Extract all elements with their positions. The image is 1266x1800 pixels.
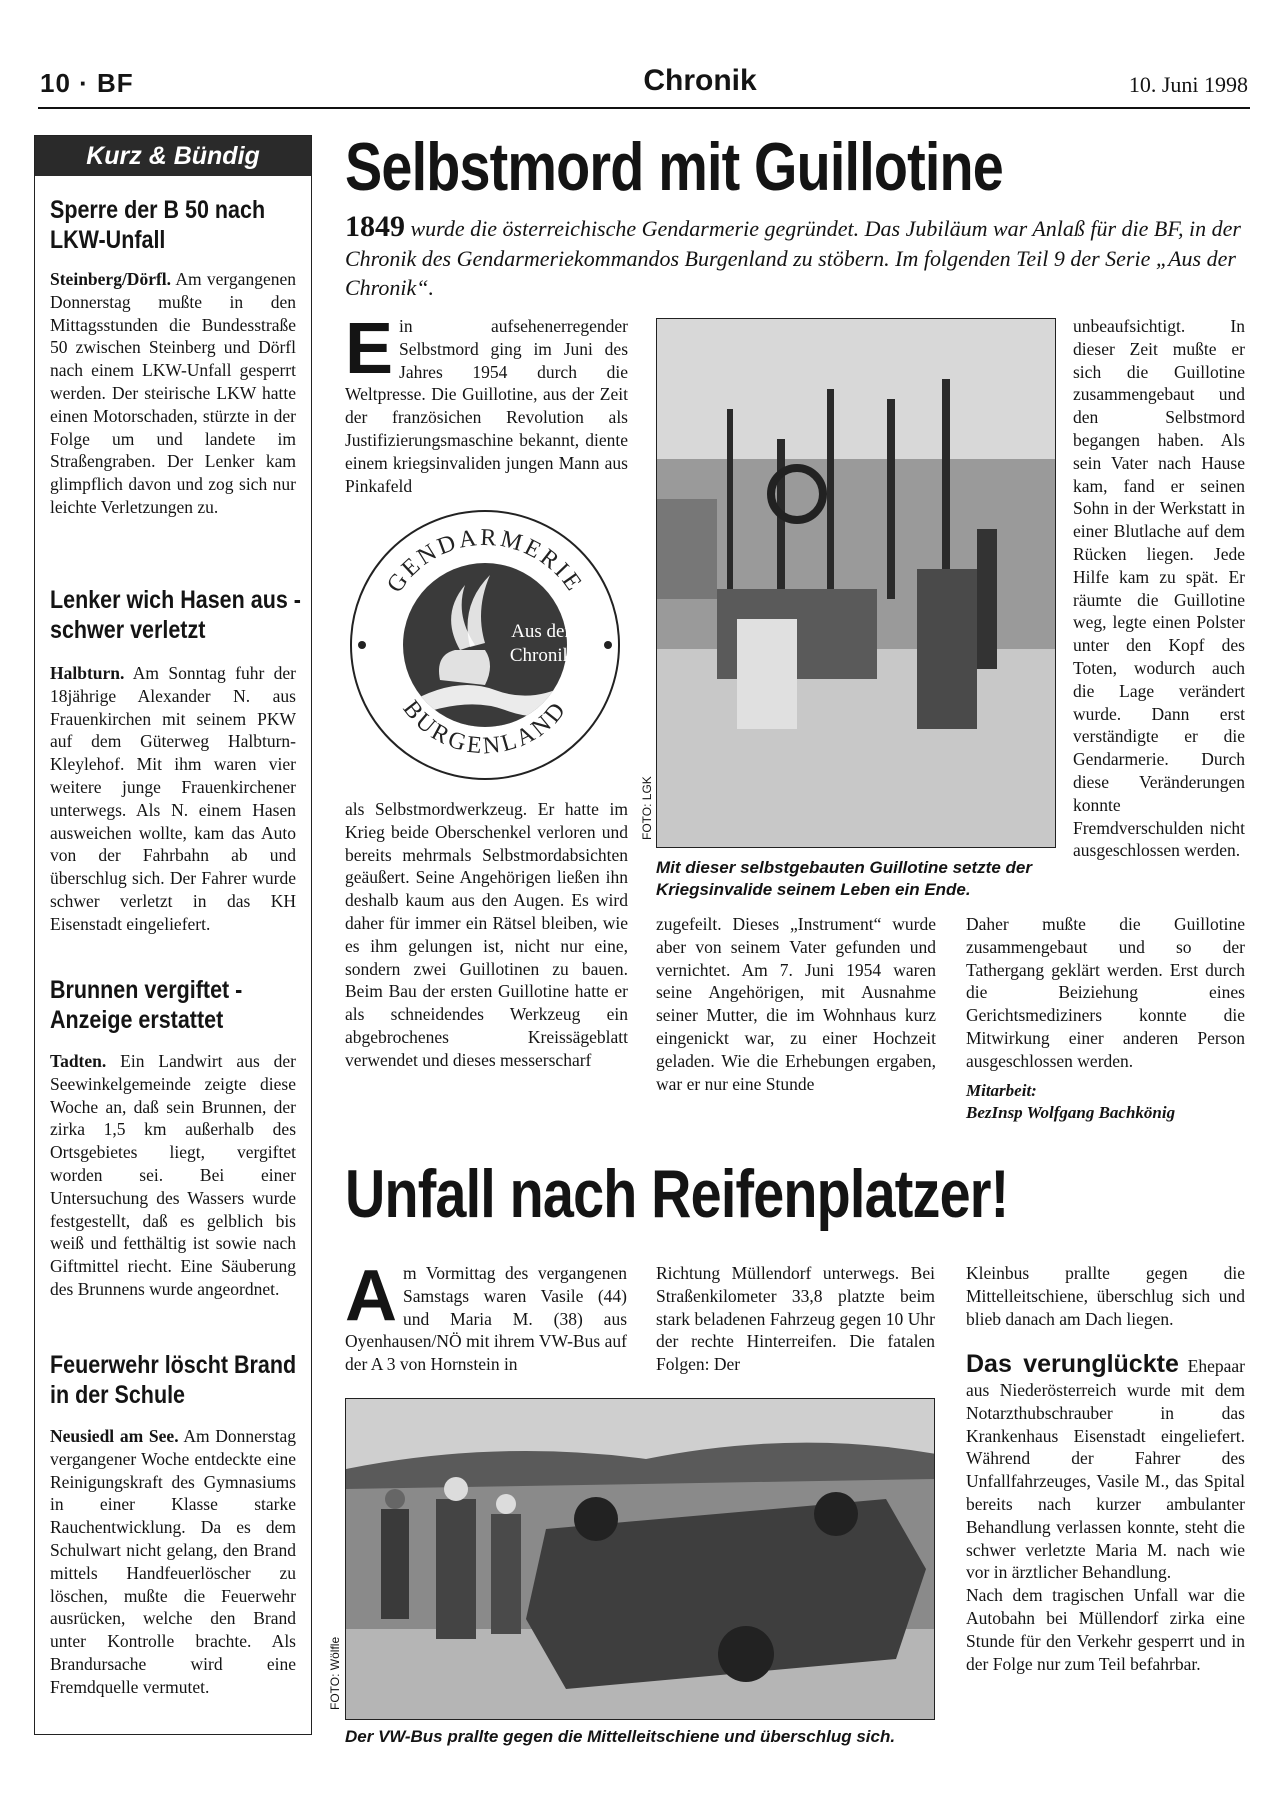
sidebar-headline-1: Sperre der B 50 nach LKW-Unfall [50,196,266,254]
article-text: in aufsehenerregender Selbstmord ging im Juni des Jahres 1954 durch die Weltpresse. Die Guillotine, aus der Zeit der französichen Revolution als Justifizierungsmaschine bekannt, diente einem kriegsinvaliden jungen Mann aus Pinkafeld [345,316,628,496]
article1-intro [345,210,1245,302]
accident-photo [345,1398,935,1720]
intro-year: 1849 [345,210,405,243]
dateline: Halbturn. [50,663,125,683]
article1-col3-top: unbeaufsichtigt. In dieser Zeit mußte er sich die Guillotine zusammengebaut und den Selbstmord begangen haben. Als sein Vater nach Hause kam, fand er seinen Sohn in der Werkstatt in einer Blutlache auf dem Rücken liegen. Jede Hilfe kam zu spät. Er räumte die Guillotine weg, legte einen Polster unter den Kopf des Toten, wodurch auch die Lage verändert wurde. Dann erst verständigte er die Gendarmerie. Durch diese Veränderungen konnte Fremdverschulden nicht ausgeschlossen werden. [1073,316,1245,861]
byline [966,1080,1245,1124]
drop-cap: E [345,309,394,389]
byline-label: Mitarbeit: [966,1081,1037,1100]
intro-text: wurde die österreichische Gendarmerie gegründet. Das Jubiläum war Anlaß für die BF, in der Chronik des Gendarmeriekommandos Burgenland zu stöbern. Im folgenden Teil 9 der Serie „Aus der Chronik“. [345,216,1241,300]
article1-col3-bottom: Daher mußte die Guillotine zusammengebaut und so der Tathergang geklärt werden. Erst durch die Beiziehung eines Gerichtsmediziners konnte die Mitwirkung einer anderen Person ausgeschlossen werden. [966,914,1245,1071]
article-text: Nach dem tragischen Unfall war die Autobahn bei Müllendorf zirka eine Stunde für den Verkehr gesperrt und in der Folge nur zum Teil befahrbar. [966,1585,1245,1674]
issue-date: 10. Juni 1998 [1128,72,1248,97]
seal-center-text: Aus der Chronik [509,621,573,666]
article1-col1-bottom: als Selbstmordwerkzeug. Er hatte im Krieg beide Oberschenkel verloren und bereits mehrmals Selbstmordabsichten geäußert. Seine Angehörigen ließen ihn deshalb kaum aus den Augen. Es wird daher für immer ein Rätsel bleiben, wie es ihm gelungen ist, nicht nur eine, sondern zwei Guillotinen zu bauen. Beim Bau der ersten Guillotine hatte er als schneidendes Werkzeug ein abgebrochenes Kreissägeblatt verwendet und dieses messerscharf [345,799,628,1070]
dateline: Tadten. [50,1051,107,1071]
article1-col1-top [345,309,628,497]
page-number: 10 · BF [40,68,134,98]
article2-col1 [345,1256,627,1376]
photo-caption-2: Der VW-Bus prallte gegen die Mittelleitschiene und überschlug sich. [345,1727,896,1746]
dateline: Neusiedl am See. [50,1426,179,1446]
article2-col3-b [966,1350,1245,1675]
seal-dot-left [358,641,366,649]
article-text: Am vergangenen Donnerstag mußte in den Mittagsstunden die Bundesstraße 50 zwischen Steinberg und Dörfl nach einem LKW-Unfall gesperrt werden. Der steirische LKW hatte einen Motorschaden, stürzte in der Folge um und landete im Straßengraben. Der Lenker kam glimpflich davon und zog sich nur leichte Verletzungen zu. [50,269,296,517]
drop-cap: A [345,1256,397,1336]
article-text: Ehepaar aus Niederösterreich wurde mit dem Notarzthubschrauber in das Krankenhaus Eisenstadt eingeliefert. Während der Fahrer des Unfallfahrzeuges, Vasile M., das Spital bereits nach kurzer ambulanter Behandlung verlassen konnte, steht die schwer verletzte Maria M. nach wie vor in ärztlicher Behandlung. [966,1356,1245,1583]
article2-headline: Unfall nach Reifenplatzer! [345,1156,1009,1232]
photo-credit-1: FOTO: LGK [640,776,654,840]
article-text: Am Sonntag fuhr der 18jährige Alexander N. aus Frauenkirchen mit seinem PKW auf dem Güterweg Halbturn-Kleylehof. Mit ihm waren vier weitere junge Frauenkirchener unterwegs. Als N. einem Hasen ausweichen wollte, kam das Auto von der Fahrbahn ab und überschlug sich. Der Fahrer wurde schwer verletzt in das KH Eisenstadt eingeliefert. [50,663,296,934]
sidebar-article-1 [50,268,296,519]
sidebar-article-3 [50,1050,296,1301]
article-text: m Vormittag des vergangenen Samstags waren Vasile (44) und Maria M. (38) aus Oyenhausen/NÖ mit ihrem VW-Bus auf der A 3 von Hornstein in [345,1263,627,1375]
photo-caption-1: Mit dieser selbstgebauten Guillotine setzte der Kriegsinvalide seinem Leben ein Ende. [656,858,1032,899]
byline-name: BezInsp Wolfgang Bachkönig [966,1103,1176,1122]
article2-col3: Kleinbus prallte gegen die Mittelleitschiene, überschlug sich und blieb danach am Dach liegen. [966,1263,1245,1329]
guillotine-photo [656,318,1056,848]
sidebar-article-4 [50,1425,296,1699]
photo-credit-2: FOTO: Wölfle [328,1636,342,1710]
subhead: Das verunglückte [966,1350,1179,1378]
article1-col2: zugefeilt. Dieses „Instrument“ wurde aber von seinem Vater gefunden und vernichtet. Am 7. Juni 1954 waren seine Angehörigen, mit Ausnahme seiner Mutter, die im Wohnhaus kurz eingenickt war, zu einer Hochzeit geladen. Wie die Erhebungen ergaben, war er nur eine Stunde [656,914,936,1094]
seal-ring-bottom: BURGENLAND [397,695,573,760]
section-title: Chronik [643,64,757,97]
dateline: Steinberg/Dörfl. [50,269,172,289]
article-text: Ein Landwirt aus der Seewinkelgemeinde zeigte diese Woche an, daß sein Brunnen, der zirka 1,5 km außerhalb des Ortsgebietes liegt, vergiftet worden sei. Bei einer Untersuchung des Wassers wurde festgestellt, daß es gelblich bis weiß und fetthältig ist sowie nach Giftmittel riecht. Eine Säuberung des Brunnens wurde angeordnet. [50,1051,296,1299]
header-rule [38,107,1250,109]
seal-ring-top: GENDARMERIE [382,524,588,598]
seal-dot-right [604,641,612,649]
article2-col2: Richtung Müllendorf unterwegs. Bei Straßenkilometer 33,8 platzte beim stark beladenen Fahrzeug gegen 10 Uhr der rechte Hinterreifen. Die fatalen Folgen: Der [656,1263,935,1375]
sidebar-article-2 [50,662,296,936]
article1-headline: Selbstmord mit Guillotine [345,129,1003,205]
article-text: Am Donnerstag vergangener Woche entdeckte eine Reinigungskraft des Gymnasiums in einer Klasse starke Rauchentwicklung. Da es dem Schulwart nicht gelang, den Brand mittels Handfeuerlöscher zu löschen, mußte die Feuerwehr ausrücken, welche den Brand unter Kontrolle brachte. Als Brandursache wird eine Fremdquelle vermutet. [50,1426,296,1697]
sidebar-headline-3: Brunnen vergiftet - Anzeige erstattet [50,976,243,1034]
sidebar-headline-2: Lenker wich Hasen aus - schwer verletzt [50,586,301,644]
sidebar-title: Kurz & Bündig [35,136,311,176]
sidebar-headline-4: Feuerwehr löscht Brand in der Schule [50,1351,297,1409]
